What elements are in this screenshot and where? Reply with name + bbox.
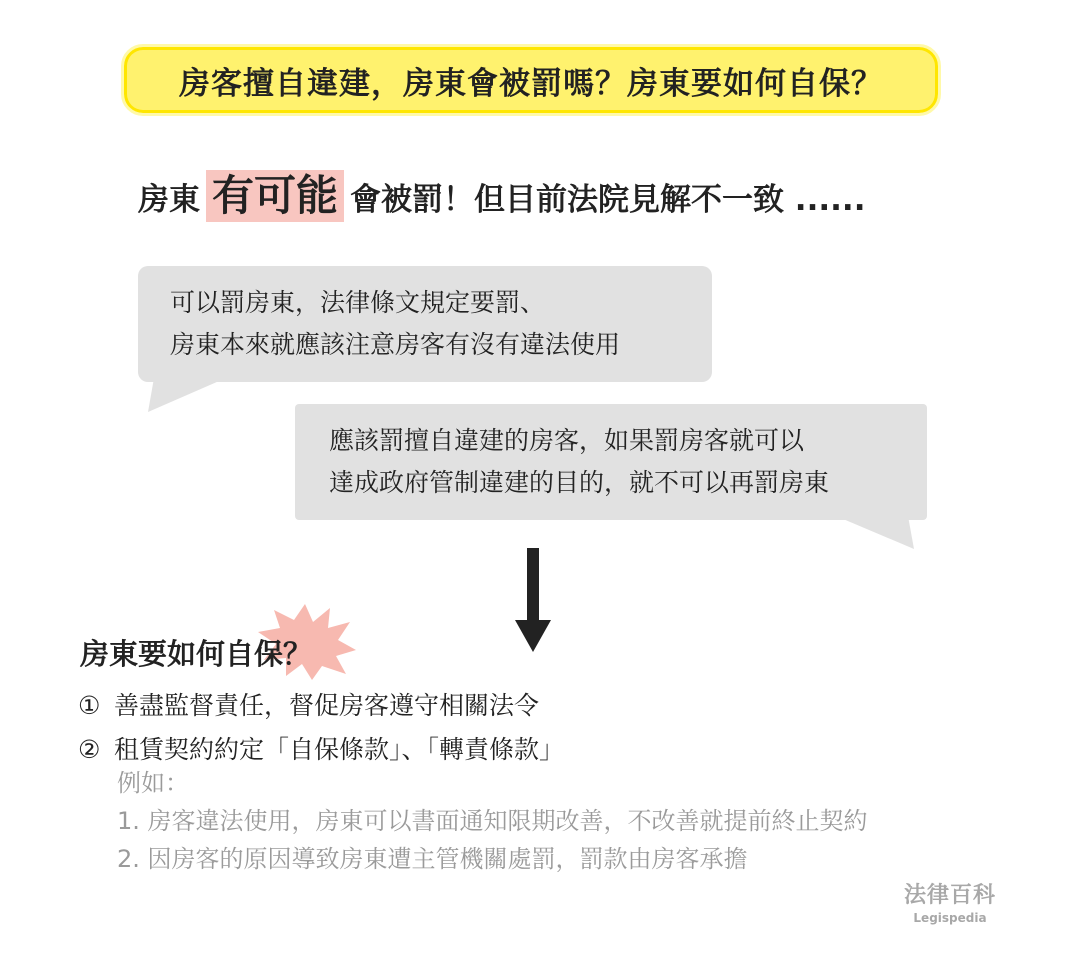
title-banner xyxy=(121,44,941,116)
brand-name-zh: 法律百科 xyxy=(903,883,996,908)
bubble-left-line-2: 房東本來就應該注意房客有沒有違法使用 xyxy=(170,330,621,359)
bubble-right-line-2: 達成政府管制違建的目的，就不可以再罰房東 xyxy=(329,468,830,497)
self-protect-heading: 房東要如何自保？ xyxy=(80,637,313,671)
example-label: 例如： xyxy=(117,769,189,797)
headline-highlight: 有可能 xyxy=(206,170,344,222)
brand-name-en: Legispedia xyxy=(913,911,987,925)
examples-block xyxy=(117,764,868,878)
speech-bubble-punish-tenant xyxy=(295,404,927,520)
bubble-right-tail xyxy=(836,516,916,552)
list-marker: ② xyxy=(78,735,101,764)
list-item-text: 善盡監督責任，督促房客遵守相關法令 xyxy=(114,691,540,720)
list-item-text: 租賃契約約定「自保條款」、「轉責條款」 xyxy=(114,735,565,764)
bubble-left-tail xyxy=(148,378,228,414)
down-arrow-icon xyxy=(510,548,556,654)
bubble-left-line-1: 可以罰房東，法律條文規定要罰、 xyxy=(170,288,546,317)
title-text: 房客擅自違建，房東會被罰嗎？房東要如何自保？ xyxy=(179,65,883,102)
example-item: 1. 房客違法使用，房東可以書面通知限期改善，不改善就提前終止契約 xyxy=(117,807,868,835)
headline-suffix: 會被罰！但目前法院見解不一致 ...... xyxy=(350,181,866,218)
headline xyxy=(138,166,865,226)
headline-prefix: 房東 xyxy=(138,181,200,218)
example-item: 2. 因房客的原因導致房東遭主管機關處罰，罰款由房客承擔 xyxy=(117,845,748,873)
list-item xyxy=(78,684,564,728)
brand-logo xyxy=(898,878,1002,925)
list-marker: ① xyxy=(78,691,101,720)
speech-bubble-punish-landlord xyxy=(138,266,712,382)
bubble-right-line-1: 應該罰擅自違建的房客，如果罰房客就可以 xyxy=(329,426,805,455)
self-protect-list xyxy=(78,684,564,772)
